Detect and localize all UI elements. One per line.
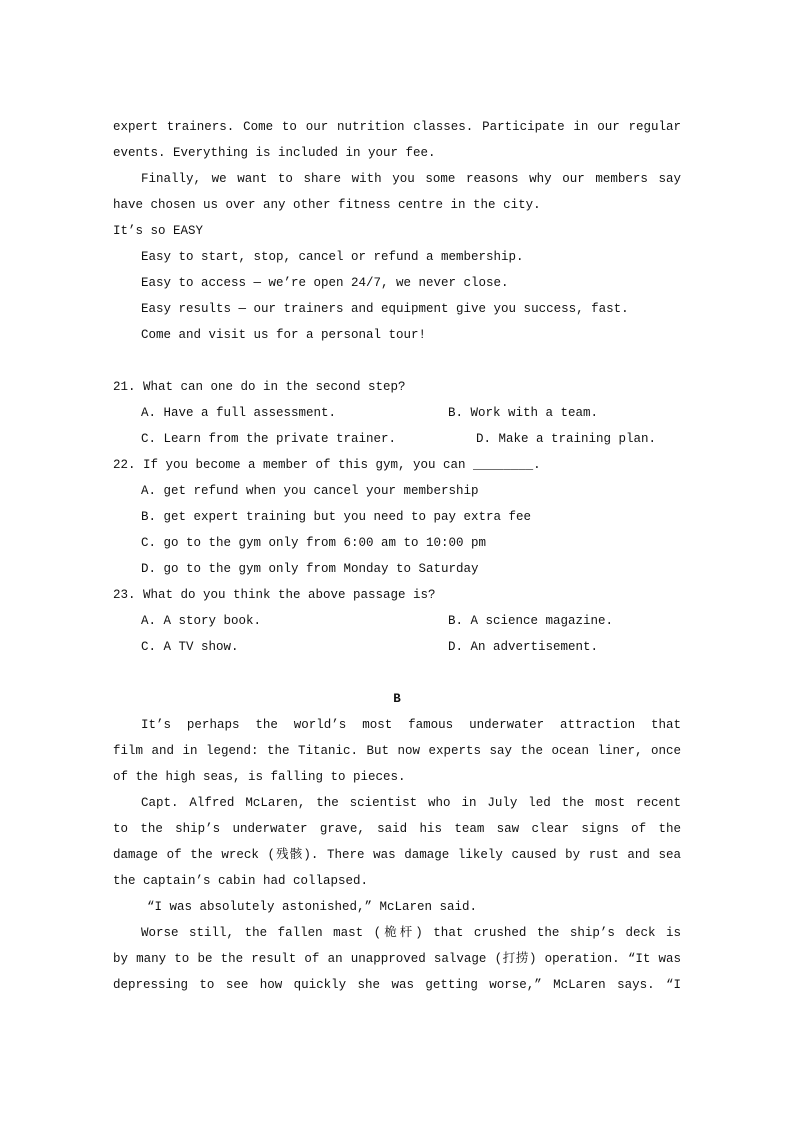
paragraph-line: the captain’s cabin had collapsed. [113, 874, 369, 888]
easy-item: Come and visit us for a personal tour! [141, 328, 427, 342]
option: A. get refund when you cancel your membership [141, 484, 479, 498]
option: D. Make a training plan. [476, 432, 657, 446]
paragraph-line: by many to be the result of an unapproved salvage (打捞) operation. “It was [113, 952, 681, 966]
paragraph-line: expert trainers. Come to our nutrition classes. Participate in our regular [113, 120, 681, 134]
section-heading: B [393, 692, 401, 706]
paragraph-line: “I was absolutely astonished,” McLaren said. [147, 900, 478, 914]
option: C. A TV show. [141, 640, 239, 654]
option: B. Work with a team. [448, 406, 599, 420]
paragraph-line: Capt. Alfred McLaren, the scientist who in July led the most recent [141, 796, 681, 810]
paragraph-line: of the high seas, is falling to pieces. [113, 770, 406, 784]
question-stem: 21. What can one do in the second step? [113, 380, 406, 394]
option: C. go to the gym only from 6:00 am to 10:00 pm [141, 536, 487, 550]
option: A. A story book. [141, 614, 262, 628]
paragraph-line: damage of the wreck (残骸). There was damage likely caused by rust and sea [113, 848, 681, 862]
paragraph-line: Worse still, the fallen mast (桅杆) that crushed the ship’s deck is [141, 926, 681, 940]
paragraph-line: It’s perhaps the world’s most famous underwater attraction that [141, 718, 681, 732]
question-stem: 23. What do you think the above passage is? [113, 588, 436, 602]
paragraph-line: film and in legend: the Titanic. But now experts say the ocean liner, once [113, 744, 681, 758]
paragraph-line: Finally, we want to share with you some reasons why our members say [141, 172, 681, 186]
option: B. A science magazine. [448, 614, 614, 628]
option: C. Learn from the private trainer. [141, 432, 397, 446]
easy-item: Easy to start, stop, cancel or refund a membership. [141, 250, 524, 264]
easy-item: Easy results — our trainers and equipment give you success, fast. [141, 302, 629, 316]
easy-heading: It’s so EASY [113, 224, 204, 238]
easy-item: Easy to access — we’re open 24/7, we never close. [141, 276, 509, 290]
question-stem: 22. If you become a member of this gym, you can ________. [113, 458, 541, 472]
paragraph-line: events. Everything is included in your fee. [113, 146, 436, 160]
document-page [113, 114, 681, 998]
option: D. go to the gym only from Monday to Saturday [141, 562, 479, 576]
paragraph-line: to the ship’s underwater grave, said his team saw clear signs of the [113, 822, 681, 836]
option-row [113, 608, 681, 634]
paragraph-line: have chosen us over any other fitness centre in the city. [113, 198, 541, 212]
option-row [113, 400, 681, 426]
option: B. get expert training but you need to pay extra fee [141, 510, 532, 524]
option: D. An advertisement. [448, 640, 599, 654]
option: A. Have a full assessment. [141, 406, 337, 420]
option-row [113, 634, 681, 660]
option-row [113, 426, 681, 452]
paragraph-line: depressing to see how quickly she was getting worse,” McLaren says. “I [113, 978, 681, 992]
